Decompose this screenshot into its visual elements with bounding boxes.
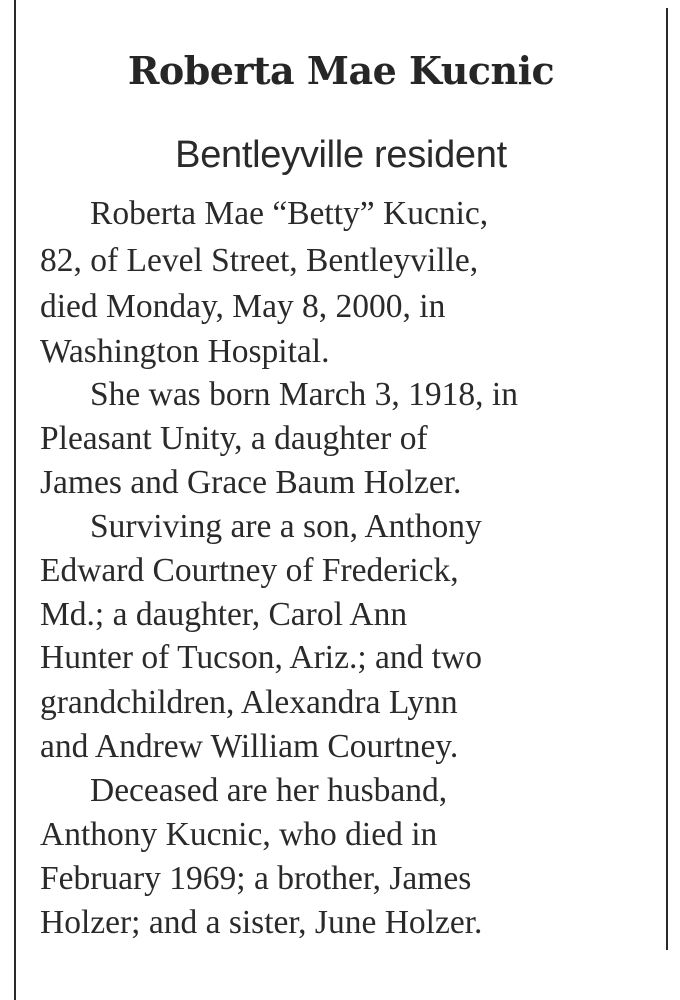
body-line: James and Grace Baum Holzer.	[40, 464, 462, 501]
body-line: Washington Hospital.	[40, 333, 330, 370]
right-column-rule	[666, 8, 668, 950]
body-line: 82, of Level Street, Bentleyville,	[40, 242, 479, 279]
obituary-name-headline: Roberta Mae Kucnic	[127, 48, 555, 93]
body-line: February 1969; a brother, James	[40, 860, 472, 897]
body-line: Holzer; and a sister, June Holzer.	[40, 904, 483, 941]
obituary-subheadline: Bentleyville resident	[175, 134, 507, 176]
body-line: Edward Courtney of Frederick,	[40, 552, 459, 589]
body-line: Anthony Kucnic, who died in	[40, 816, 438, 853]
body-line: died Monday, May 8, 2000, in	[40, 288, 446, 325]
body-line: She was born March 3, 1918, in	[90, 376, 518, 413]
body-line: Md.; a daughter, Carol Ann	[40, 596, 408, 633]
body-line: grandchildren, Alexandra Lynn	[40, 684, 458, 721]
body-line: Roberta Mae “Betty” Kucnic,	[90, 195, 489, 232]
body-line: Hunter of Tucson, Ariz.; and two	[40, 639, 482, 676]
body-line: Deceased are her husband,	[90, 772, 448, 809]
body-line: Surviving are a son, Anthony	[90, 508, 482, 545]
body-line: and Andrew William Courtney.	[40, 728, 459, 765]
body-line: Pleasant Unity, a daughter of	[40, 420, 428, 457]
